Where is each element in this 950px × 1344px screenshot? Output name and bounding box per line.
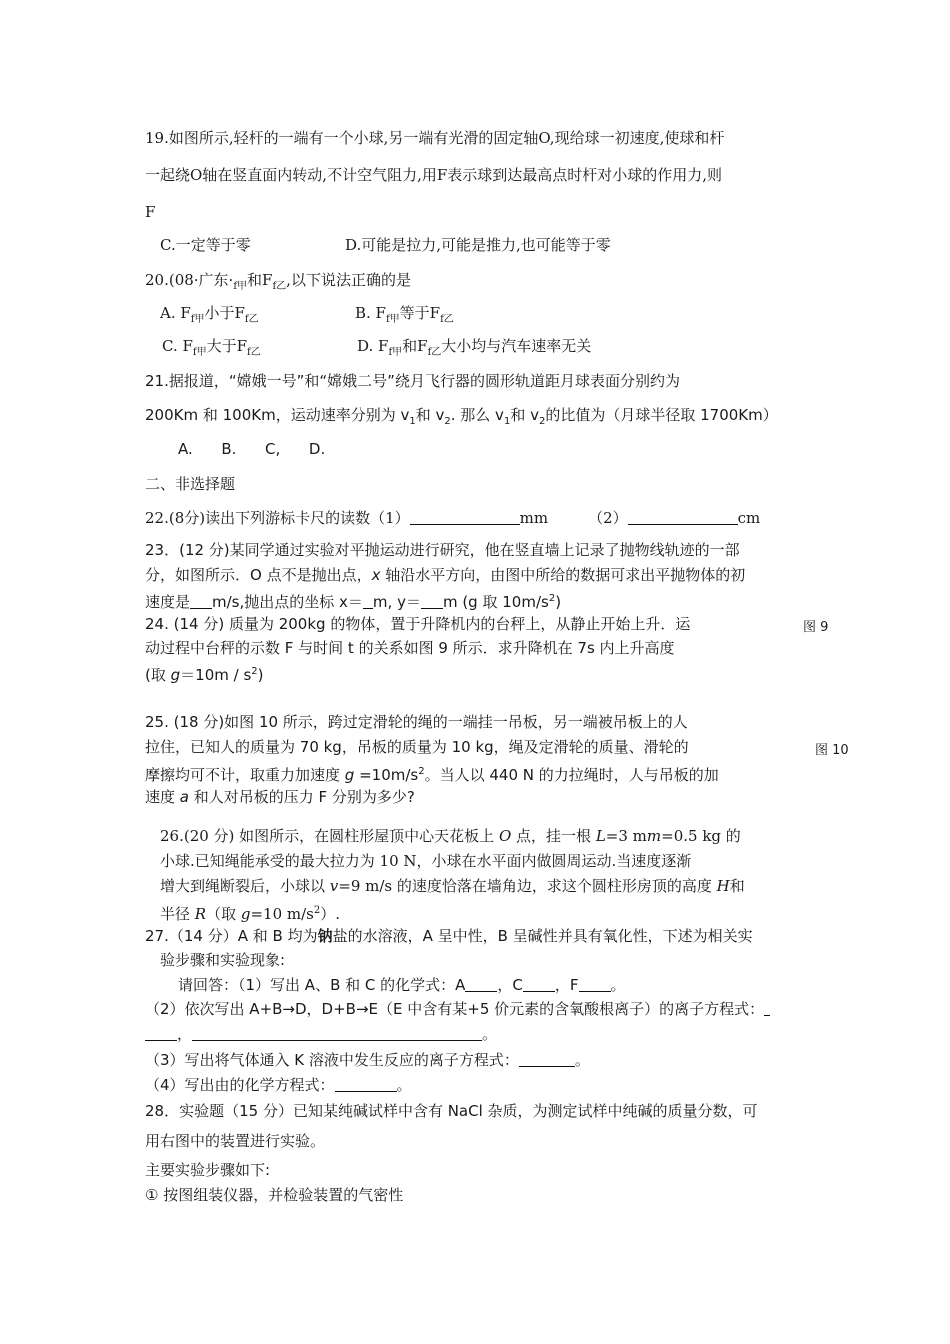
q25-line2: 拉住，已知人的质量为 70 kg，吊板的质量为 10 kg，绳及定滑轮的质量、滑轮的 bbox=[145, 738, 689, 756]
q20-option-b: B. $F_{f甲}$等于$F_{f乙}$ bbox=[355, 304, 454, 325]
q23-blank-x[interactable] bbox=[363, 592, 373, 609]
figure-9-caption: 图 9 bbox=[803, 620, 829, 635]
q27-line1: 27.（14 分）A 和 B 均为钠盐的水溶液，A 呈中性，B 呈碱性并具有氧化性，下述为相关实 bbox=[145, 927, 753, 945]
q25-line4: 速度 a 和人对吊板的压力 F 分别为多少? bbox=[145, 788, 415, 806]
q27-line5: ， 。 bbox=[145, 1024, 497, 1044]
q28-line3: 主要实验步骤如下: bbox=[145, 1161, 271, 1179]
q27-blank-eq2[interactable] bbox=[192, 1024, 482, 1041]
q24-line2: 动过程中台秤的示数 F 与时间 t 的关系如图 9 所示．求升降机在 7s 内上升高度 bbox=[145, 639, 675, 657]
q27-blank-c[interactable] bbox=[523, 975, 555, 992]
q23-line3: 速度是 m/s,抛出点的坐标 x＝ m, y＝ m (g 取 $10m/s^2$) bbox=[145, 593, 562, 611]
q21-options: A. B. C, D. bbox=[178, 440, 326, 458]
q27-blank-f[interactable] bbox=[579, 975, 611, 992]
q25-line3: 摩擦均可不计，取重力加速度 $g =10m/s^2$。当人以 440 N 的力拉绳时，人与吊板的加 bbox=[145, 766, 719, 784]
q23-line1: 23．(12 分)某同学通过实验对平抛运动进行研究，他在竖直墙上记录了抛物线轨迹的一部 bbox=[145, 541, 740, 559]
q19-line1: 19.如图所示,轻杆的一端有一个小球,另一端有光滑的固定轴O,现给球一初速度,使球和杆 bbox=[145, 129, 725, 147]
q24-line1: 24. (14 分) 质量为 200kg 的物体，置于升降机内的台秤上，从静止开始上升．运 bbox=[145, 615, 691, 633]
q23-blank-y[interactable] bbox=[421, 592, 443, 609]
figure-10-caption: 图 10 bbox=[815, 743, 849, 758]
q27-line6: （3）写出将气体通入 K 溶液中发生反应的离子方程式： 。 bbox=[145, 1051, 590, 1069]
q19-line3: F bbox=[145, 203, 156, 221]
q28-line4: ① 按图组装仪器，并检验装置的气密性 bbox=[145, 1186, 404, 1204]
q20-option-a: A. $F_{f甲}$小于$F_{f乙}$ bbox=[160, 304, 259, 325]
q27-line7: （4）写出由的化学方程式： 。 bbox=[145, 1076, 412, 1094]
q25-line1: 25. (18 分)如图 10 所示，跨过定滑轮的绳的一端挂一吊板，另一端被吊板上的人 bbox=[145, 713, 688, 731]
q20-option-c: C. $F_{f甲}$大于$F_{f乙}$ bbox=[162, 337, 261, 358]
q27-line3: 请回答：（1）写出 A、B 和 C 的化学式：A ，C ，F 。 bbox=[178, 976, 626, 994]
q28-line2: 用右图中的装置进行实验。 bbox=[145, 1132, 326, 1150]
q27-blank-eq-start[interactable] bbox=[764, 999, 770, 1016]
q24-line3: (取 $g=10m / s^2$) bbox=[145, 666, 264, 684]
q19-line2: 一起绕O轴在竖直面内转动,不计空气阻力,用F表示球到达最高点时杆对小球的作用力,则 bbox=[145, 166, 723, 184]
q22-line: 22.(8分)读出下列游标卡尺的读数（1） mm （2） cm bbox=[145, 509, 761, 527]
q28-line1: 28．实验题（15 分）已知某纯碱试样中含有 NaCl 杂质，为测定试样中纯碱的质量分数，可 bbox=[145, 1102, 758, 1120]
q19-option-d: D.可能是拉力,可能是推力,也可能等于零 bbox=[345, 236, 611, 254]
q27-line2: 验步骤和实验现象: bbox=[160, 951, 286, 969]
q26-line1: 26.(20 分) 如图所示，在圆柱形屋顶中心天花板上 O 点，挂一根 L=3 mm=0.5 kg 的 bbox=[160, 827, 741, 845]
q27-line4: （2）依次写出 A+B→D，D+B→E（E 中含有某+5 价元素的含氧酸根离子）的离子方程式： bbox=[145, 999, 770, 1019]
q27-blank-chem[interactable] bbox=[335, 1075, 397, 1092]
q21-line1: 21.据报道，“嫦娥一号”和“嫦娥二号”绕月飞行器的圆形轨道距月球表面分别约为 bbox=[145, 372, 680, 390]
q26-line3: 增大到绳断裂后，小球以 v=9 m/s 的速度恰落在墙角边，求这个圆柱形房顶的高度 H和 bbox=[160, 877, 745, 895]
q26-line4: 半径 R（取 g=10 $m/s^2$）. bbox=[160, 905, 341, 923]
section-heading: 二、非选择题 bbox=[145, 475, 236, 493]
q19-option-c: C.一定等于零 bbox=[160, 236, 251, 254]
q27-blank-eq1[interactable] bbox=[145, 1024, 177, 1041]
q22-blank-1[interactable] bbox=[410, 508, 520, 525]
q20-stem: 20.(08·广东$\cdot_{f甲}$和$F_{f乙}$,以下说法正确的是 bbox=[145, 271, 411, 292]
q20-option-d: D. $F_{f甲}$和$F_{f乙}$大小均与汽车速率无关 bbox=[357, 337, 592, 358]
q26-line2: 小球.已知绳能承受的最大拉力为 10 N，小球在水平面内做圆周运动.当速度逐渐 bbox=[160, 852, 692, 870]
q22-blank-2[interactable] bbox=[628, 508, 738, 525]
q23-line2: 分，如图所示．O 点不是抛出点，x 轴沿水平方向，由图中所给的数据可求出平抛物体的初 bbox=[145, 566, 746, 584]
q23-blank-velocity[interactable] bbox=[190, 592, 212, 609]
q21-line2: 200Km 和 100Km，运动速率分别为 $v_1$和 $v_2$. 那么 $v_1$和 $v_2$的比值为（月球半径取 1700Km） bbox=[145, 406, 778, 427]
q27-blank-a[interactable] bbox=[465, 975, 497, 992]
q27-blank-k[interactable] bbox=[519, 1050, 575, 1067]
